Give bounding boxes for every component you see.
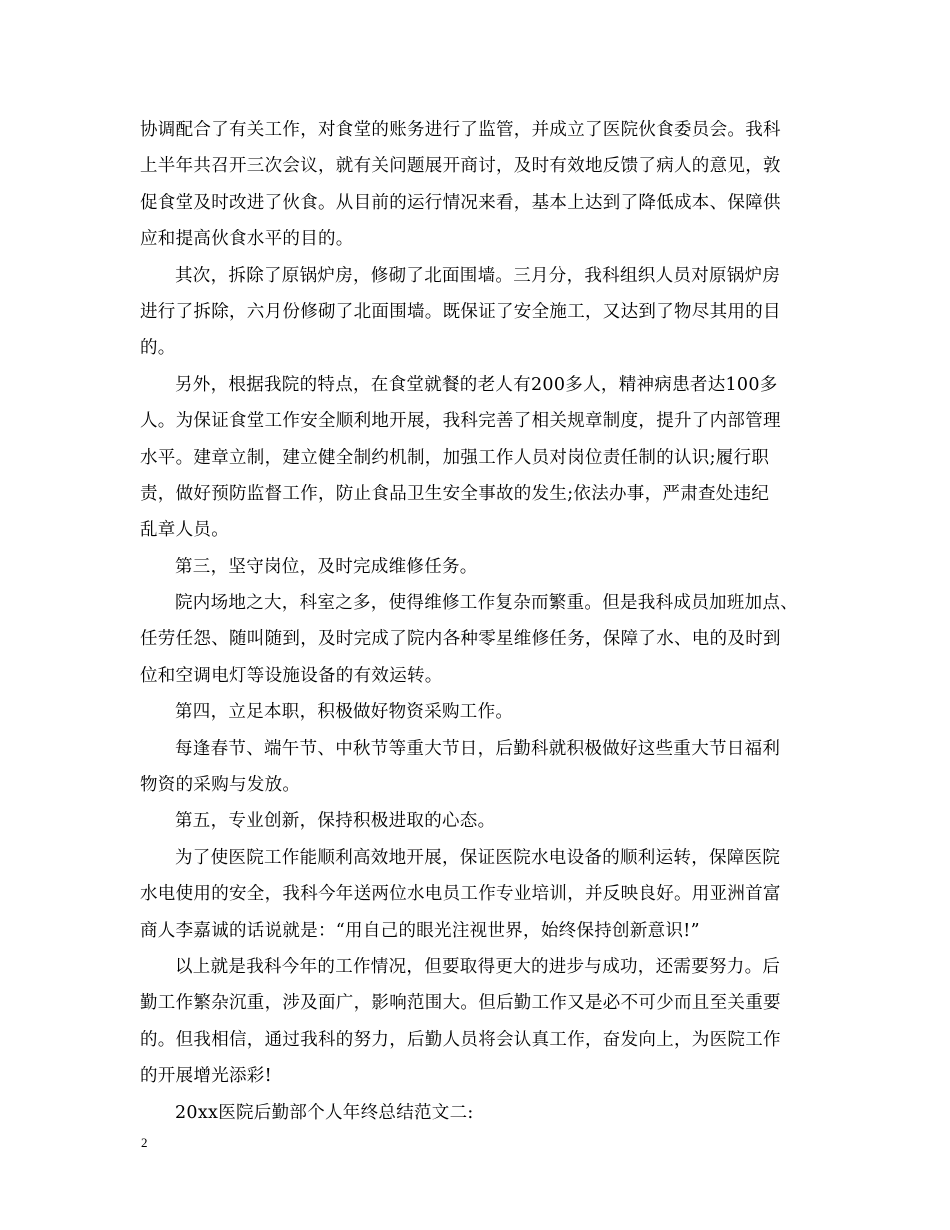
body-line: 水平。建章立制，建立健全制约机制，加强工作人员对岗位责任制的认识;履行职: [140, 447, 770, 468]
body-line: 位和空调电灯等设施设备的有效运转。: [140, 665, 443, 686]
body-line: 的。: [140, 338, 176, 359]
body-line: 乱章人员。: [140, 520, 229, 541]
body-line: 的。但我相信，通过我科的努力，后勤人员将会认真工作，奋发向上，为医院工作: [140, 1029, 781, 1050]
body-line: 应和提高伙食水平的目的。: [140, 229, 354, 250]
body-line: 任劳任怨、随叫随到，及时完成了院内各种零星维修任务，保障了水、电的及时到: [140, 629, 781, 650]
section-heading-fifth: 第五，专业创新，保持积极进取的心态。: [175, 811, 496, 832]
section-heading-third: 第三，坚守岗位，及时完成维修任务。: [175, 556, 478, 577]
paragraph-first-line: 院内场地之大，科室之多，使得维修工作复杂而繁重。但是我科成员加班加点、: [175, 593, 798, 614]
body-line: 的开展增光添彩!: [140, 1066, 272, 1087]
paragraph-first-line: 每逢春节、端午节、中秋节等重大节日，后勤科就积极做好这些重大节日福利: [175, 738, 781, 759]
paragraph-first-line: 其次，拆除了原锅炉房，修砌了北面围墙。三月分，我科组织人员对原锅炉房: [175, 265, 781, 286]
section-heading-fourth: 第四，立足本职，积极做好物资采购工作。: [175, 702, 514, 723]
body-line: 勤工作繁杂沉重，涉及面广，影响范围大。但后勤工作又是必不可少而且至关重要: [140, 993, 781, 1014]
paragraph-first-line: 以上就是我科今年的工作情况，但要取得更大的进步与成功，还需要努力。后: [175, 956, 781, 977]
body-line: 人。为保证食堂工作安全顺利地开展，我科完善了相关规章制度，提升了内部管理: [140, 411, 781, 432]
body-line: 协调配合了有关工作，对食堂的账务进行了监管，并成立了医院伙食委员会。我科: [140, 120, 781, 140]
body-line: 责，做好预防监督工作，防止食品卫生安全事故的发生;依法办事，严肃查处违纪: [140, 483, 770, 504]
next-section-title: 20xx医院后勤部个人年终总结范文二:: [175, 1102, 474, 1123]
body-line: 物资的采购与发放。: [140, 775, 301, 796]
document-body: [140, 112, 825, 1131]
body-line: 商人李嘉诚的话说就是：“用自己的眼光注视世界，始终保持创新意识!”: [140, 920, 700, 941]
body-line: 上半年共召开三次会议，就有关问题展开商讨，及时有效地反馈了病人的意见，敦: [140, 156, 781, 177]
body-line: 水电使用的安全，我科今年送两位水电员工作专业培训，并反映良好。用亚洲首富: [140, 884, 781, 905]
page-number: 2: [141, 1135, 148, 1150]
paragraph-first-line: 为了使医院工作能顺利高效地开展，保证医院水电设备的顺利运转，保障医院: [175, 847, 781, 868]
paragraph-first-line: 另外，根据我院的特点，在食堂就餐的老人有200多人，精神病患者达100多: [175, 374, 778, 395]
body-line: 进行了拆除，六月份修砌了北面围墙。既保证了安全施工，又达到了物尽其用的目: [140, 301, 781, 322]
body-line: 促食堂及时改进了伙食。从目前的运行情况来看，基本上达到了降低成本、保障供: [140, 192, 781, 213]
